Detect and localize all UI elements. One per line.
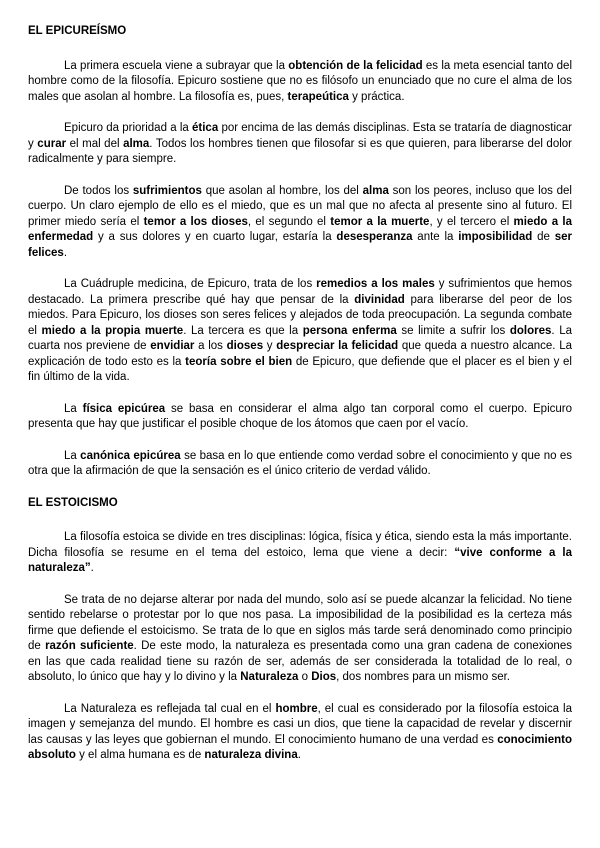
text-run: , y el tercero el [429,215,514,228]
text-run: es la meta esencial tanto del hombre como de la filosofía. Epicuro sostiene que no es filósofo un enunciado que no cure el alma de los males que asolan al hombre. La filosofía es, pues, [28,59,572,103]
text-run: por encima de las demás disciplinas. Esta se trataría de diagnosticar y [28,122,572,150]
text-run: y [263,340,277,352]
paragraph [28,593,572,686]
paragraph [28,184,572,262]
bold-text: envidiar [150,340,195,352]
bold-text: ser felices [28,231,573,259]
bold-text: desesperanza [336,231,413,243]
text-run: . [63,246,68,259]
text-run: De todos los [64,184,133,197]
bold-text: Dios [311,671,337,683]
text-run: son los peores, incluso que los del cuerpo. Un claro ejemplo de ello es el miedo, que es un mal que no afecta al presente sino al futuro. El primer miedo sería el [28,184,572,228]
section-heading: EL EPICUREÍSMO [28,25,127,37]
text-run: y el alma humana es de [75,749,205,761]
bold-text: despreciar la felicidad [276,340,399,352]
paragraph [28,277,572,386]
bold-text: alma [123,137,150,150]
text-run: de [532,231,555,243]
text-run: . [90,562,94,574]
text-run: o [298,671,312,683]
bold-text: terapeútica [287,90,349,103]
bold-text: curar [37,137,67,150]
text-run: La filosofía estoica se divide en tres disciplinas: lógica, física y ética, siendo esta la más importante. Dicha filosofía se resume en el tema del estoico, lema que viene a decir: [28,531,572,559]
text-run: , dos nombres para un mismo ser. [336,671,510,683]
text-run: . De este modo, la naturaleza es presentada como una gran cadena de conexiones en las que cada realidad tiene su razón de ser, además de ser considerada la totalidad de lo real, o absoluto, lo único que hay y lo divino y la [28,640,572,683]
bold-text: miedo a la propia muerte [41,324,184,337]
text-run: y a sus dolores y en cuarto lugar, estaría la [93,231,337,243]
text-run: se basa en considerar el alma algo tan corporal como el cuerpo. Epicuro presenta que hay que justificar el posible choque de los átomos que caen por el vacío. [28,402,573,430]
paragraph [28,59,572,106]
bold-text: “vive conforme a la naturaleza” [28,546,572,574]
bold-text: canónica epicúrea [80,449,181,462]
bold-text: persona enferma [302,324,397,337]
bold-text: temor a la muerte [330,215,430,228]
bold-text: miedo a la enfermedad [28,215,572,243]
bold-text: dolores [509,324,552,337]
bold-text: obtención de la felicidad [288,59,423,72]
bold-text: sufrimientos [132,184,202,197]
document-body [28,24,572,780]
text-run: que queda a nuestro alcance. La explicación de todo esto es la [28,340,572,368]
text-run: se limite a sufrir los [396,324,510,337]
text-run: Se trata de no dejarse alterar por nada del mundo, solo así se puede alcanzar la felicidad. No tiene sentido rebelarse o protestar por lo que nos pasa. La imposibilidad de la posibilidad es la certeza más firme que defiende el estoicismo. Se trata de lo que en siglos más tarde será denominado como principio de [28,593,572,652]
text-run: , el segundo el [247,215,331,228]
bold-text: remedios a los males [316,278,435,290]
text-run: , el cual es considerado por la filosofía estoica la imagen y semejanza del mundo. El hombre es casi un dios, que tiene la capacidad de revelar y discernir las causas y las leyes que gobiernan el mundo. El conocimiento humano de una verdad es [28,702,572,746]
section-heading: EL ESTOICISMO [28,496,118,509]
text-run: La [64,449,81,462]
text-run: . [297,749,301,761]
text-run: se basa en lo que entiende como verdad sobre el conocimiento y que no es otra que la afirmación de que la sensación es el único criterio de verdad válido. [28,449,572,477]
bold-text: imposibilidad [458,231,533,243]
bold-text: divinidad [354,293,405,306]
text-run: a los [194,340,227,352]
bold-text: conocimiento absoluto [28,733,572,761]
text-run: Epicuro da prioridad a la [64,122,192,134]
bold-text: razón suficiente [45,640,134,652]
text-run: . Todos los hombres tienen que filosofar si es que quieren, para liberarse del dolor radicalmente y para siempre. [28,137,573,165]
bold-text: alma [362,184,389,197]
bold-text: física epicúrea [82,402,166,415]
text-run: para liberarse del peor de los miedos. Para Epicuro, los dioses son seres felices y alejados de toda preocupación. La segunda combate el [28,293,572,337]
text-run: . La tercera es que la [183,324,303,337]
text-run: La primera escuela viene a subrayar que la [64,59,289,72]
text-run: y sufrimientos que hemos destacado. La primera prescribe qué hay que pensar de la [28,278,572,306]
bold-text: naturaleza divina [204,749,298,761]
text-run: La [64,402,83,415]
text-run: La Cuádruple medicina, de Epicuro, trata de los [64,278,317,290]
paragraph [28,449,572,480]
text-run: ante la [412,231,459,243]
bold-text: teoría sobre el bien [185,355,293,368]
paragraph [28,702,572,764]
text-run: y práctica. [348,90,405,103]
paragraph [28,121,572,168]
text-run: La Naturaleza es reflejada tal cual en el [64,702,276,715]
text-run: el mal del [66,137,124,150]
text-run: de Epicuro, que defiende que el placer es el bien y el fin último de la vida. [28,355,572,383]
bold-text: hombre [275,702,318,715]
bold-text: dioses [226,340,264,352]
bold-text: temor a los dioses [143,215,248,228]
bold-text: Naturaleza [240,671,299,683]
paragraph [28,530,572,577]
paragraph [28,402,572,433]
text-run: . La cuarta nos previene de [28,324,572,352]
bold-text: ética [192,122,219,134]
text-run: que asolan al hombre, los del [201,184,363,197]
